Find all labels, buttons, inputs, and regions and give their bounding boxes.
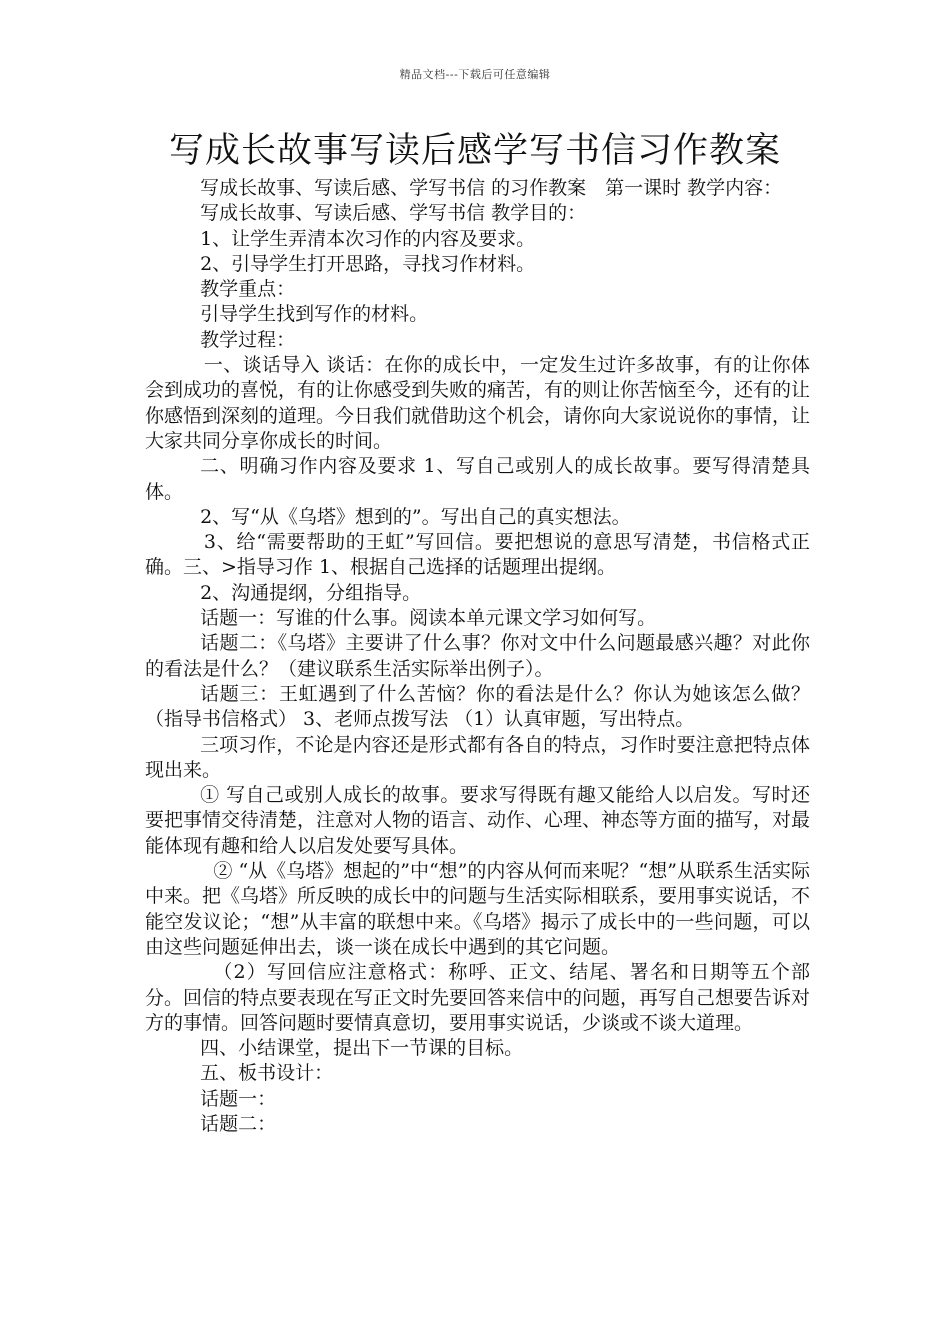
paragraph: 三项习作，不论是内容还是形式都有各自的特点，习作时要注意把特点体现出来。 — [145, 733, 810, 781]
paragraph: 2、引导学生打开思路，寻找习作材料。 — [200, 252, 536, 275]
paragraph: 教学过程： — [200, 328, 296, 351]
paragraph: 2、沟通提纲，分组指导。 — [200, 581, 422, 604]
paragraph: 引导学生找到写作的材料。 — [200, 303, 429, 326]
paragraph: 一、谈话导入 谈话：在你的成长中，一定发生过许多故事，有的让你体会到成功的喜悦，有的让你感受到失败的痛苦，有的则让你苦恼至今，还有的让你感悟到深刻的道理。今日我们就借助这个机会，请你向大家说说你的事情，让大家共同分享你成长的时间。 — [145, 354, 811, 452]
paragraph: 写成长故事、写读后感、学写书信 教学目的： — [200, 202, 587, 225]
document-title: 写成长故事写读后感学写书信习作教案 — [168, 131, 781, 171]
paragraph: 二、明确习作内容及要求 1、写自己或别人的成长故事。要写得清楚具体。 — [145, 455, 810, 503]
paragraph: 话题一：写谁的什么事。阅读本单元课文学习如何写。 — [200, 607, 657, 630]
paragraph: 1、让学生弄清本次习作的内容及要求。 — [200, 227, 536, 250]
paragraph: 3、给“需要帮助的王虹”写回信。要把想说的意思写清楚，书信格式正确。三、>指导习作 1、根据自己选择的话题理出提纲。 — [145, 531, 810, 579]
paragraph: 话题二：《乌塔》主要讲了什么事？你对文中什么问题最感兴趣？对此你的看法是什么？（建议联系生活实际举出例子）。 — [145, 632, 810, 680]
paragraph: 教学重点： — [200, 278, 296, 301]
paragraph: 四、小结课堂，提出下一节课的目标。 — [200, 1037, 524, 1060]
paragraph: 话题一： — [200, 1087, 277, 1110]
paragraph: 2、写“从《乌塔》想到的”。写出自己的真实想法。 — [200, 505, 631, 528]
paragraph: 写成长故事、写读后感、学写书信 的习作教案 第一课时 教学内容： — [200, 177, 783, 199]
document-body — [145, 176, 810, 1137]
paragraph: （2）写回信应注意格式：称呼、正文、结尾、署名和日期等五个部分。回信的特点要表现在写正文时先要回答来信中的问题，再写自己想要告诉对方的事情。回答问题时要情真意切，要用事实说话，少谈或不谈大道理。 — [145, 961, 811, 1034]
paragraph: ② “从《乌塔》想起的”中“想”的内容从何而来呢？“想”从联系生活实际中来。把《乌塔》所反映的成长中的问题与生活实际相联系，要用事实说话，不能空发议论；“想”从丰富的联想中来。《乌塔》揭示了成长中的一些问题，可以由这些问题延伸出去，谈一谈在成长中遇到的其它问题。 — [145, 860, 811, 958]
paragraph: ① 写自己或别人成长的故事。要求写得既有趣又能给人以启发。写时还要把事情交待清楚，注意对人物的语言、动作、心理、神态等方面的描写，对最能体现有趣和给人以启发处要写具体。 — [145, 784, 811, 857]
paragraph: 五、板书设计： — [200, 1062, 334, 1085]
header-note: 精品文档---下载后可任意编辑 — [399, 68, 551, 81]
paragraph: 话题三：王虹遇到了什么苦恼？你的看法是什么？你认为她该怎么做？（指导书信格式） 3、老师点拨写法 （1）认真审题，写出特点。 — [145, 682, 810, 731]
paragraph: 话题二： — [200, 1112, 277, 1135]
